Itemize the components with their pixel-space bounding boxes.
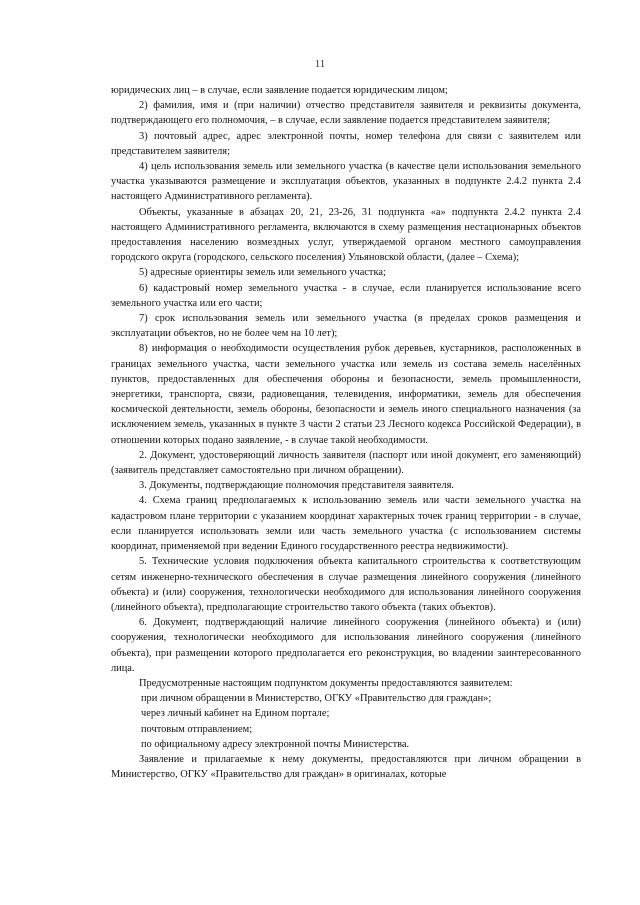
list-item: по официальному адресу электронной почты Министерства. (141, 738, 410, 750)
paragraph: 5. Технические условия подключения объекта капитального строительства к соответствующим сетям инженерно-технического обеспечения в случае размещения линейного сооружения (линейного объекта) и (или) сооружения, технологически необходимого для использования линейного сооружения (линейного объекта), предполагающие строительство такого объекта (таких объектов). (111, 556, 581, 613)
paragraph: 3. Документы, подтверждающие полномочия представителя заявителя. (139, 480, 454, 492)
paragraph: 6. Документ, подтверждающий наличие линейного сооружения (линейного объекта) и (или) сооружения, технологически необходимого для использования линейного сооружения (линейного объекта), при размещении которого предполагается его реконструкция, во владении заинтересованного лица. (111, 617, 581, 674)
paragraph: 4) цель использования земель или земельного участка (в качестве цели использования земельного участка указываются размещение и эксплуатация объектов, указанных в подпункте 2.4.2 пункта 2.4 настоящего Административного регламента). (111, 161, 581, 203)
paragraph: юридических лиц – в случае, если заявление подается юридическим лицом; (111, 85, 448, 96)
paragraph: 4. Схема границ предполагаемых к использованию земель или части земельного участка на кадастровом плане территории с указанием координат характерных точек границ территории - в случае, если планируется использовать земли или часть земельного участка (с использованием системы координат, применяемой при ведении Единого государственного реестра недвижимости). (111, 495, 581, 553)
paragraph: 2) фамилия, имя и (при наличии) отчество представителя заявителя и реквизиты документа, подтверждающего его полномочия, – в случае, если заявление подается представителем заявителя; (111, 100, 581, 127)
paragraph: Объекты, указанные в абзацах 20, 21, 23-26, 31 подпункта «а» подпункта 2.4.2 пункта 2.4 настоящего Административного регламента, включаются в схему размещения нестационарных объектов предоставления населению возмездных услуг, утверждаемой органом местного самоуправления городского округа (городского, сельского поселения) Ульяновской области, (далее – Схема); (111, 206, 581, 264)
list-item: через личный кабинет на Едином портале; (141, 708, 330, 720)
paragraph: Предусмотренные настоящим подпунктом документы предоставляются заявителем: (139, 677, 513, 689)
paragraph: Заявление и прилагаемые к нему документы, предоставляются при личном обращении в Министерство, ОГКУ «Правительство для граждан» в оригиналах, которые (111, 753, 581, 781)
paragraph: 8) информация о необходимости осуществления рубок деревьев, кустарников, расположенных в границах земельного участка, части земельного участка или земель из состава земель населённых пунктов, предоставленных для обеспечения обороны и безопасности, земель промышленности, энергетики, транспорта, связи, радиовещания, телевидения, информатики, земель для обеспечения космической деятельности, земель обороны, безопасности и земель иного специального назначения (за исключением земель, указанных в пункте 3 части 2 статьи 23 Лесного кодекса Российской Федерации), в отношении которых подано заявление, - в случае такой необходимости. (111, 343, 581, 446)
paragraph: 5) адресные ориентиры земель или земельного участка; (139, 267, 386, 279)
page-number: 11 (314, 58, 326, 70)
paragraph: 2. Документ, удостоверяющий личность заявителя (паспорт или иной документ, его заменяющий) (заявитель представляет самостоятельно при личном обращении). (111, 449, 581, 477)
paragraph: 3) почтовый адрес, адрес электронной почты, номер телефона для связи с заявителем или представителем заявителя; (111, 130, 581, 157)
document-body (111, 83, 581, 782)
list-item: при личном обращении в Министерство, ОГКУ «Правительство для граждан»; (141, 693, 492, 705)
list-item: почтовым отправлением; (141, 723, 253, 735)
paragraph: 6) кадастровый номер земельного участка - в случае, если планируется использование всего земельного участка или его части; (111, 282, 581, 309)
paragraph: 7) срок использования земель или земельного участка (в пределах сроков размещения и эксплуатации объектов, но не более чем на 10 лет); (111, 313, 581, 340)
